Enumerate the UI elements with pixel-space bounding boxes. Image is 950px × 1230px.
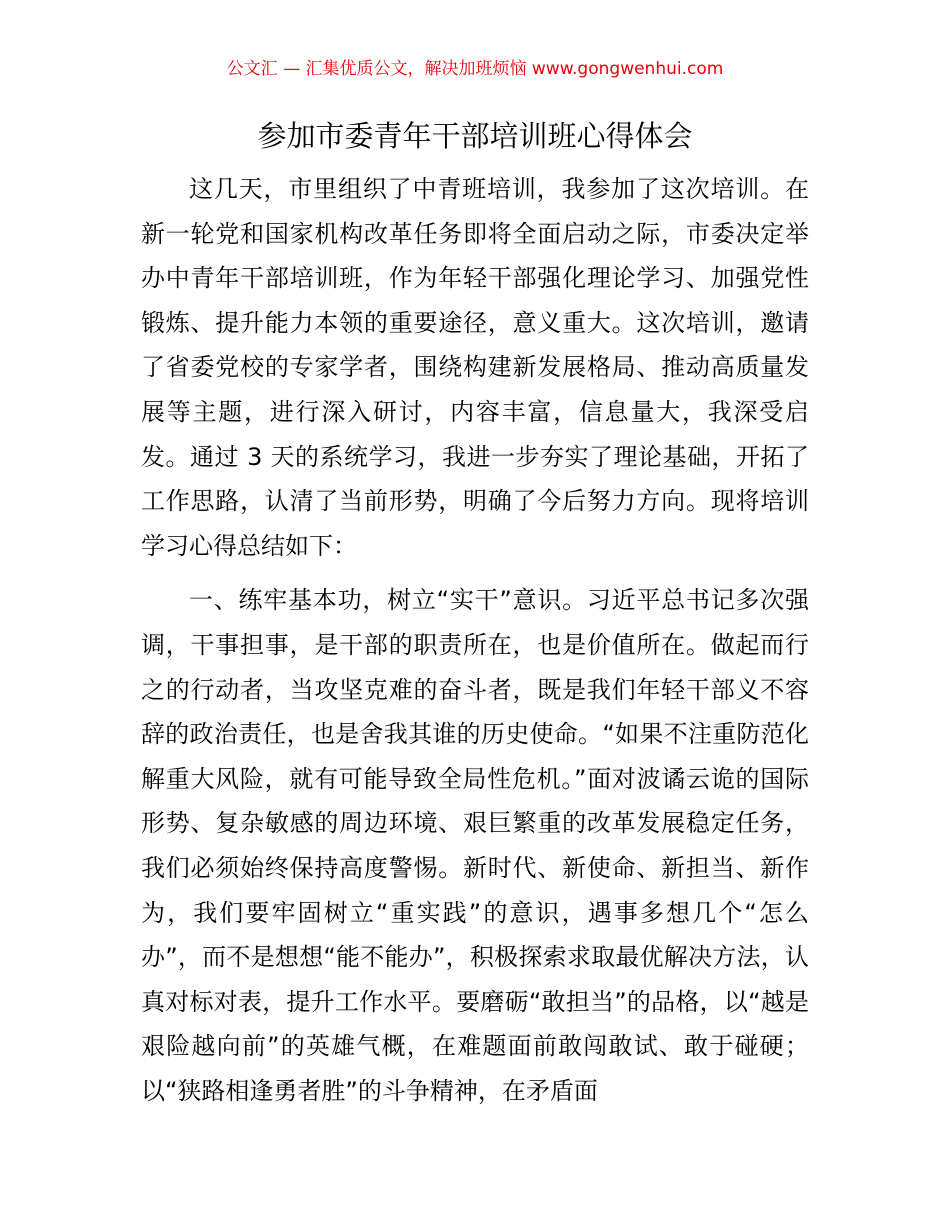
document-title: 参加市委青年干部培训班心得体会	[257, 119, 693, 153]
paragraph-intro: 这几天，市里组织了中青班培训，我参加了这次培训。在新一轮党和国家机构改革任务即将全面启动之际，市委决定举办中青年干部培训班，作为年轻干部强化理论学习、加强党性锻炼、提升能力本领的重要途径，意义重大。这次培训，邀请了省委党校的专家学者，围绕构建新发展格局、推动高质量发展等主题，进行深入研讨，内容丰富，信息量大，我深受启发。通过 3 天的系统学习，我进一步夯实了理论基础，开拓了工作思路，认清了当前形势，明确了今后努力方向。现将培训学习心得总结如下：	[141, 175, 809, 560]
paragraph-section-one: 一、练牢基本功，树立“实干”意识。习近平总书记多次强调，干事担事，是干部的职责所在，也是价值所在。做起而行之的行动者，当攻坚克难的奋斗者，既是我们年轻干部义不容辞的政治责任，也是舍我其谁的历史使命。“如果不注重防范化解重大风险，就有可能导致全局性危机。”面对波谲云诡的国际形势、复杂敏感的周边环境、艰巨繁重的改革发展稳定任务，我们必须始终保持高度警惕。新时代、新使命、新担当、新作为，我们要牢固树立“重实践”的意识，遇事多想几个“怎么办”，而不是想想“能不能办”，积极探索求取最优解决方法，认真对标对表，提升工作水平。要磨砺“敢担当”的品格，以“越是艰险越向前”的英雄气概，在难题面前敢闯敢试、敢于碰硬；以“狭路相逢勇者胜”的斗争精神，在矛盾面	[141, 586, 809, 1105]
site-header-banner[interactable]: 公文汇 — 汇集优质公文，解决加班烦恼 www.gongwenhui.com	[226, 59, 724, 79]
document-body	[141, 167, 809, 1123]
